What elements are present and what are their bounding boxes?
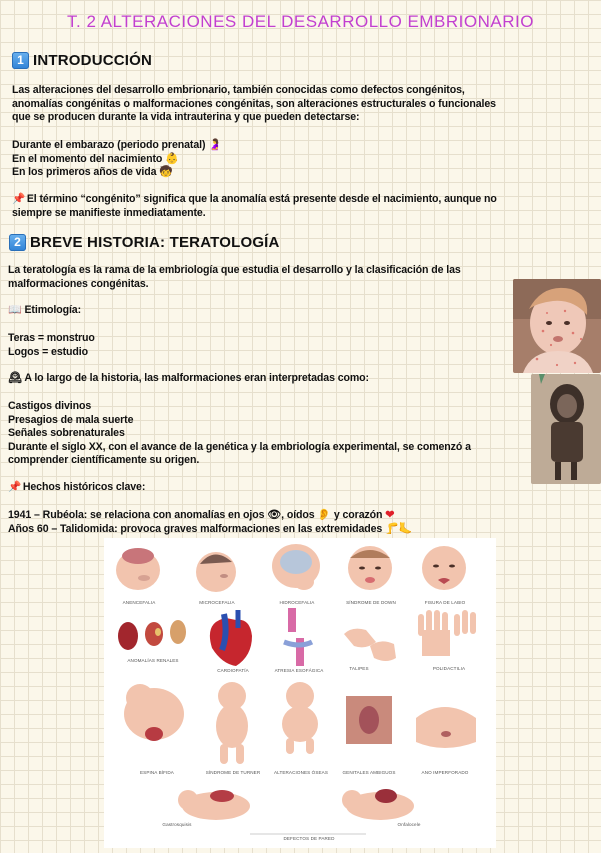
figure-label: ALTERACIONES ÓSEAS (273, 770, 329, 775)
gastroschisis-illustration (178, 790, 250, 820)
list-item: Logos = estudio (8, 345, 89, 358)
facts-list (8, 509, 488, 536)
list-item: Durante el siglo XX, con el avance de la genética y la embriología experimental, se comenzó a (8, 440, 471, 453)
figure-label: ANOMALÍAS RENALES (127, 658, 179, 663)
leg-icon: 🦵 (385, 522, 399, 535)
figure-label: HIDROCEFALIA (279, 600, 315, 605)
number-2-icon: 2 (9, 234, 26, 251)
list-item: En los primeros años de vida 🧒 (12, 166, 173, 178)
polydactyly-illustration (418, 610, 476, 656)
page-title: T. 2 ALTERACIONES DEL DESARROLLO EMBRIONARIO (67, 12, 534, 31)
figure-label: FISURA DE LABIO (424, 600, 466, 605)
open-book-icon: 📖 (8, 304, 22, 316)
omphalocele-illustration (342, 789, 414, 820)
list-item: Durante el embarazo (periodo prenatal) 🤰 (12, 139, 222, 151)
section-1-heading (12, 52, 152, 69)
cleft-lip-illustration (422, 546, 466, 590)
child-icon: 🧒 (159, 166, 173, 178)
interpretations-list (8, 400, 548, 468)
hydrocephaly-illustration (272, 544, 320, 590)
list-item: Señales sobrenaturales (8, 427, 125, 439)
list-item: 1941 – Rubéola: se relaciona con anomalías en ojos 👁, oídos 👂 y corazón ❤ (8, 509, 395, 521)
down-syndrome-illustration (348, 546, 392, 590)
intro-line: que se producen durante la vida intrauterina y que pueden detectarse: (12, 111, 360, 123)
list-item: Presagios de mala suerte (8, 413, 134, 426)
history-intro: 🕰 A lo largo de la historia, las malformaciones eran interpretadas como: (8, 372, 369, 384)
figure-label: SÍNDROME DE DOWN (346, 600, 396, 605)
figure-label: ANENCEFALIA (122, 600, 156, 605)
list-item: Teras = monstruo (8, 332, 95, 344)
ambiguous-genitalia-illustration (346, 696, 392, 744)
bone-alterations-illustration (282, 682, 318, 754)
figure-label: GENITALES AMBIGUOS (342, 770, 396, 775)
list-item: Castigos divinos (8, 400, 92, 412)
baby-icon: 👶 (165, 152, 179, 165)
anencephaly-illustration (116, 548, 160, 590)
moments-list (12, 139, 412, 180)
heart-icon: ❤ (385, 509, 395, 521)
historical-photo (531, 374, 601, 484)
figure-label: Onfalocele (397, 822, 421, 827)
list-item: Años 60 – Talidomida: provoca graves malformaciones en las extremidades 🦵🦶 (8, 522, 413, 535)
section-2-heading (9, 234, 280, 251)
teratology-definition: La teratología es la rama de la embriología que estudia el desarrollo y la clasificación de las malformaciones congénitas. (8, 264, 461, 290)
malformations-illustrations (104, 538, 496, 848)
figure-label: ANO IMPERFORADO (421, 770, 469, 775)
figure-label: MICROCEFALIA (199, 600, 235, 605)
figure-label: POLIDACTILIA (432, 666, 466, 671)
renal-anomalies-illustration (118, 620, 186, 650)
ear-icon: 👂 (317, 509, 332, 521)
pushpin-icon: 📌 (8, 481, 22, 493)
eye-icon: 👁 (267, 509, 282, 521)
pushpin-icon: 📌 (12, 193, 26, 205)
imperforate-anus-illustration (416, 707, 476, 748)
foot-icon: 🦶 (398, 522, 413, 535)
congenital-note: 📌 El término “congénito” significa que la anomalía está presente desde el nacimiento, aunque no siempre se manifieste inmediatamente. (12, 193, 497, 219)
malformations-figure (104, 538, 496, 848)
pregnant-woman-icon: 🤰 (208, 139, 222, 151)
list-item: comprender científicamente su origen. (8, 454, 200, 466)
figure-label: ESPINA BÍFIDA (140, 770, 174, 775)
child-rubella-photo (513, 279, 601, 373)
figure-label: TALIPES (349, 666, 369, 671)
number-1-icon: 1 (12, 52, 29, 69)
list-item: En el momento del nacimiento 👶 (12, 152, 179, 165)
intro-line: anomalías congénitas o malformaciones congénitas, son alteraciones estructurales o funcionales (12, 97, 496, 110)
facts-label: 📌 Hechos históricos clave: (8, 481, 146, 493)
section-1-title: INTRODUCCIÓN (33, 52, 153, 69)
talipes-illustration (344, 629, 396, 661)
intro-line: Las alteraciones del desarrollo embrionario, también conocidas como defectos congénitos, (12, 84, 465, 96)
spina-bifida-illustration (124, 684, 184, 741)
intro-paragraph (12, 84, 592, 125)
figure-label: SÍNDROME DE TURNER (205, 770, 261, 775)
section-2-title: BREVE HISTORIA: TERATOLOGÍA (30, 234, 280, 251)
figure-label: CARDIOPATÍA (217, 668, 249, 673)
turner-syndrome-illustration (216, 682, 248, 764)
microcephaly-illustration (196, 552, 236, 592)
etymology-list (8, 332, 95, 359)
heart-illustration (210, 610, 252, 666)
figure-label: Gastrosquisis (162, 822, 192, 827)
scroll-icon: 🕰 (8, 372, 22, 384)
etymology-label: 📖 Etimología: (8, 304, 82, 316)
figure-group-label: DEFECTOS DE PARED (283, 836, 335, 841)
esophageal-atresia-illustration (284, 608, 312, 666)
figure-label: ATRESIA ESOFÁGICA (274, 668, 324, 673)
